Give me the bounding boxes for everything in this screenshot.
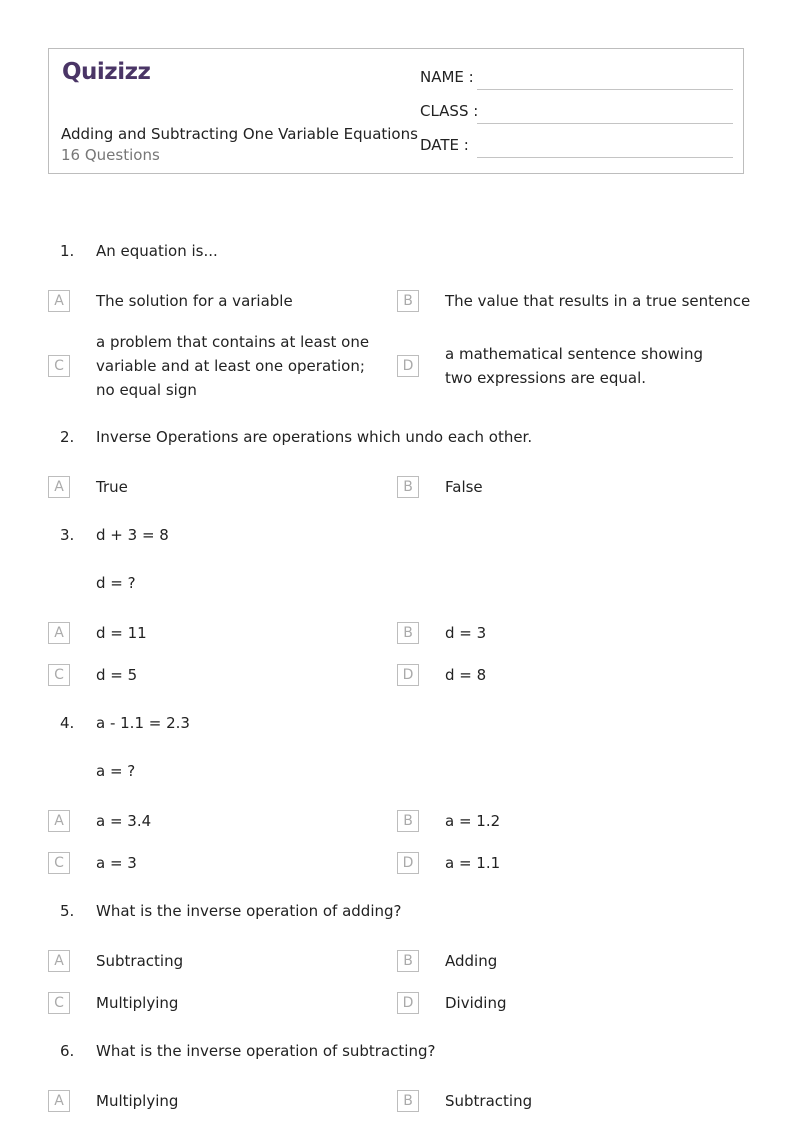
option-a-box[interactable]: A xyxy=(48,810,70,832)
option-a-text: True xyxy=(96,478,128,496)
question-count: 16 Questions xyxy=(61,146,160,164)
option-c-box[interactable]: C xyxy=(48,992,70,1014)
question-text: An equation is... xyxy=(96,242,218,260)
question-number: 6. xyxy=(60,1042,75,1060)
option-d-text: a = 1.1 xyxy=(445,854,501,872)
date-label: DATE : xyxy=(420,136,469,154)
option-a-text: a = 3.4 xyxy=(96,812,152,830)
option-b-box[interactable]: B xyxy=(397,810,419,832)
class-field[interactable] xyxy=(477,123,733,124)
option-c-box[interactable]: C xyxy=(48,355,70,377)
question-text: Inverse Operations are operations which undo each other. xyxy=(96,428,533,446)
question-number: 5. xyxy=(60,902,75,920)
option-b-text: a = 1.2 xyxy=(445,812,501,830)
option-a-text: The solution for a variable xyxy=(96,292,293,310)
option-c-text: Multiplying xyxy=(96,994,179,1012)
question-text: a - 1.1 = 2.3 xyxy=(96,714,190,732)
option-b-text: Subtracting xyxy=(445,1092,533,1110)
option-d-box[interactable]: D xyxy=(397,852,419,874)
option-a-box[interactable]: A xyxy=(48,1090,70,1112)
option-a-text: Subtracting xyxy=(96,952,184,970)
name-label: NAME : xyxy=(420,68,474,86)
date-field[interactable] xyxy=(477,157,733,158)
option-a-box[interactable]: A xyxy=(48,476,70,498)
option-c-box[interactable]: C xyxy=(48,664,70,686)
option-a-text: Multiplying xyxy=(96,1092,179,1110)
question-subtext: a = ? xyxy=(96,762,136,780)
option-a-box[interactable]: A xyxy=(48,622,70,644)
worksheet-header xyxy=(48,48,744,174)
option-b-text: Adding xyxy=(445,952,498,970)
quizizz-logo: Quizizz xyxy=(62,59,151,85)
question-text: d + 3 = 8 xyxy=(96,526,169,544)
option-b-box[interactable]: B xyxy=(397,622,419,644)
question-text: What is the inverse operation of adding? xyxy=(96,902,402,920)
question-number: 3. xyxy=(60,526,75,544)
question-text: What is the inverse operation of subtracting? xyxy=(96,1042,436,1060)
option-c-text: d = 5 xyxy=(96,666,138,684)
option-a-box[interactable]: A xyxy=(48,950,70,972)
option-b-box[interactable]: B xyxy=(397,950,419,972)
option-b-text: The value that results in a true sentence xyxy=(445,292,751,310)
option-c-text: a = 3 xyxy=(96,854,137,872)
option-b-text: False xyxy=(445,478,483,496)
worksheet-title: Adding and Subtracting One Variable Equations xyxy=(61,125,418,143)
option-b-box[interactable]: B xyxy=(397,290,419,312)
option-b-box[interactable]: B xyxy=(397,1090,419,1112)
option-c-box[interactable]: C xyxy=(48,852,70,874)
option-d-box[interactable]: D xyxy=(397,664,419,686)
option-b-text: d = 3 xyxy=(445,624,487,642)
class-label: CLASS : xyxy=(420,102,479,120)
question-subtext: d = ? xyxy=(96,574,136,592)
option-c-text: a problem that contains at least one variable and at least one operation; no equal sign xyxy=(96,333,370,399)
question-number: 4. xyxy=(60,714,75,732)
option-d-box[interactable]: D xyxy=(397,355,419,377)
name-field[interactable] xyxy=(477,89,733,90)
option-d-text: d = 8 xyxy=(445,666,487,684)
option-a-text: d = 11 xyxy=(96,624,147,642)
option-d-box[interactable]: D xyxy=(397,992,419,1014)
option-d-text: a mathematical sentence showing two expressions are equal. xyxy=(445,345,703,387)
question-number: 1. xyxy=(60,242,75,260)
option-a-box[interactable]: A xyxy=(48,290,70,312)
question-number: 2. xyxy=(60,428,75,446)
option-b-box[interactable]: B xyxy=(397,476,419,498)
option-d-text: Dividing xyxy=(445,994,507,1012)
